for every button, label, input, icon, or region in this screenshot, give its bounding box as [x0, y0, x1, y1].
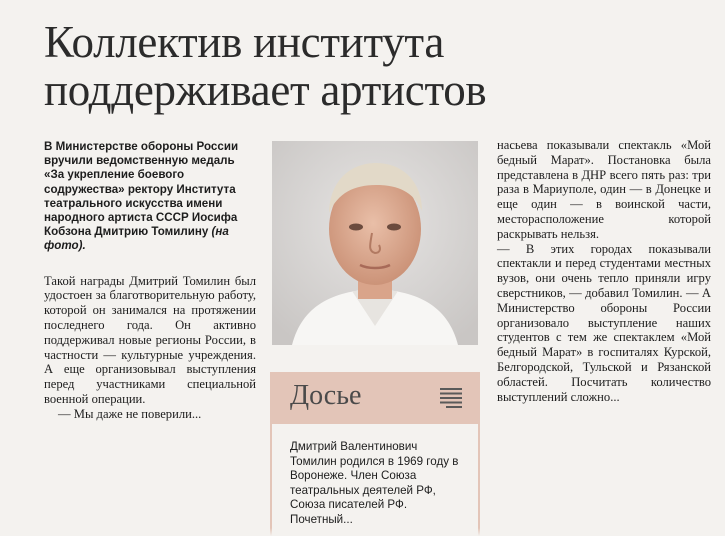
dossier-text: Дмитрий Валентинович Томилин родился в 1969 году в Воронеже. Член Союза театральных деятелей РФ, Союза писателей РФ. Почетный... — [290, 440, 459, 526]
page-edge-fade — [0, 528, 725, 536]
lead-photo-note: (на фото). — [44, 225, 229, 253]
headline-line-2: поддерживает артистов — [44, 65, 487, 115]
body-paragraph: насьева показывали спектакль «Мой бедный Марат». Постановка была представлена в ДНР всего пять раз: три раза в Мариуполе, один — в Донецке и еще один — в воинской части, месторасположение которой раскрывать нельзя. — [497, 138, 711, 241]
column-right — [497, 138, 711, 404]
body-paragraph-tail: — Мы даже не поверили... — [58, 406, 202, 421]
dossier-border-left — [270, 424, 272, 536]
article-body-left — [44, 274, 256, 422]
article-headline — [44, 18, 704, 114]
body-paragraph: Такой награды Дмитрий Томилин был удостоен за благотворительную работу, которой он занимался на протяжении последнего года. Он активно поддерживал новые регионы России, в частности — культурные учреждения. А еще организовывал выступления перед участниками специальной военной операции. — [44, 273, 256, 406]
text-lines-icon — [440, 388, 462, 408]
lead-text: В Министерстве обороны России вручили ведомственную медаль «За укрепление боевого содружества» ректору Института театрального искусства имени народного артиста СССР Иосифа Кобзона Дмитрию Томилину — [44, 140, 239, 239]
article-lead — [44, 140, 256, 254]
portrait-image — [272, 141, 478, 345]
dossier-header — [270, 372, 480, 424]
headline-line-1: Коллектив института — [44, 17, 445, 67]
dossier-title: Досье — [290, 380, 362, 411]
dossier-border-right — [478, 424, 480, 536]
column-left — [44, 140, 256, 422]
portrait-photo — [272, 141, 478, 345]
body-paragraph: — В этих городах показывали спектакли и перед студентами местных вузов, они очень тепло приняли игру сверстников, — добавил Томилин. — А Министерство обороны России организовало выступление наших студентов с тем же спектаклем «Мой бедный Марат» в госпиталях Курской, Белгородской, Тульской и Рязанской областей. Посчитать количество выступлений сложно... — [497, 241, 711, 404]
